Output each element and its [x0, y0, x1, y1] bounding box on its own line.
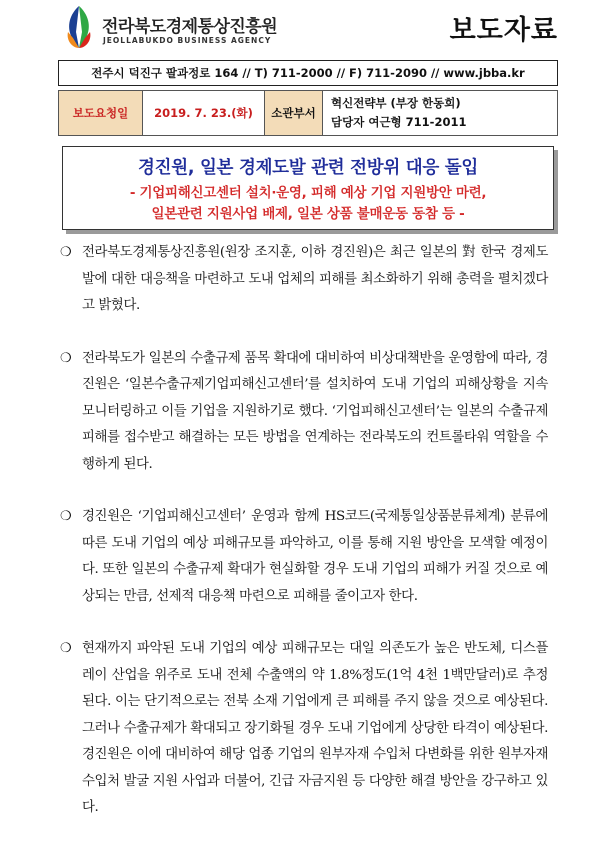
org-name-en: JEOLLABUKDO BUSINESS AGENCY: [103, 36, 272, 45]
paragraph: [60, 636, 548, 822]
headline-box: [62, 146, 554, 230]
dept-label: 소관부서: [265, 91, 323, 136]
paragraph: [60, 240, 548, 320]
circle-bullet-icon: ❍: [60, 641, 72, 656]
dept-contact: 담당자 여근형 711-2011: [331, 115, 467, 129]
article-body: [60, 240, 548, 848]
paragraph-text: 전라북도경제통상진흥원(원장 조지훈, 이하 경진원)은 최근 일본의 對 한국 경제도발에 대한 대응책을 마련하고 도내 업체의 피해를 최소화하기 위해 총력을 펼치겠다고 밝혔다.: [82, 245, 548, 313]
release-info-table: [58, 90, 558, 136]
request-date-label: 보도요청일: [59, 91, 143, 136]
document-header: [58, 4, 558, 54]
paragraph-text: 현재까지 파악된 도내 기업의 예상 피해규모는 대일 의존도가 높은 반도체, 디스플레이 산업을 위주로 도내 전체 수출액의 약 1.8%정도(1억 4천 1백만달러)로 추정된다. 이는 단기적으로는 전북 소재 기업에게 큰 피해를 주지 않을 것으로 예상된다. 그러나 수출규제가 확대되고 장기화될 경우 도내 기업에게 상당한 타격이 예상된다. 경진원은 이에 대비하여 해당 업종 기업의 원부자재 수입처 다변화를 위한 원부자재 수입처 발굴 지원 사업과 더불어, 긴급 자금지원 등 다양한 해결 방안을 강구하고 있다.: [82, 641, 548, 815]
paragraph: [60, 346, 548, 479]
contact-line: 전주시 덕진구 팔과정로 164 // T) 711-2000 // F) 711-2090 // www.jbba.kr: [91, 66, 525, 80]
agency-logo-icon: [62, 4, 96, 50]
dept-info: [323, 91, 558, 136]
doc-type-title: 보도자료: [449, 15, 558, 46]
subheadline-line-2: 일본관련 지원사업 배제, 일본 상품 불매운동 동참 등 -: [151, 206, 465, 222]
dept-name: 혁신전략부 (부장 한동희): [331, 96, 461, 110]
headline: 경진원, 일본 경제도발 관련 전방위 대응 돌입: [138, 158, 478, 178]
request-date-value: 2019. 7. 23.(화): [143, 91, 265, 136]
subheadline-line-1: - 기업피해신고센터 설치·운영, 피해 예상 기업 지원방안 마련,: [129, 185, 487, 201]
org-name: 전라북도경제통상진흥원: [102, 17, 278, 37]
paragraph-text: 전라북도가 일본의 수출규제 품목 확대에 대비하여 비상대책반을 운영함에 따라, 경진원은 ‘일본수출규제기업피해신고센터’를 설치하여 도내 기업의 피해상황을 지속 모니터링하고 이들 기업을 지원하기로 했다. ‘기업피해신고센터’는 일본의 수출규제 피해를 접수받고 해결하는 모든 방법을 연계하는 전라북도의 컨트롤타워 역할을 수행하게 된다.: [82, 350, 548, 472]
circle-bullet-icon: ❍: [60, 350, 72, 366]
circle-bullet-icon: ❍: [60, 509, 72, 524]
paragraph: [60, 504, 548, 610]
paragraph-text: 경진원은 ‘기업피해신고센터’ 운영과 함께 HS코드(국제통일상품분류체계) 분류에 따른 도내 기업의 예상 피해규모를 파악하고, 이를 통해 지원 방안을 모색할 예정이다. 또한 일본의 수출규제 확대가 현실화할 경우 도내 기업의 피해가 커질 것으로 예상되는 만큼, 선제적 대응책 마련으로 피해를 줄이고자 한다.: [82, 509, 548, 604]
circle-bullet-icon: ❍: [60, 245, 72, 260]
contact-bar: [58, 60, 558, 86]
